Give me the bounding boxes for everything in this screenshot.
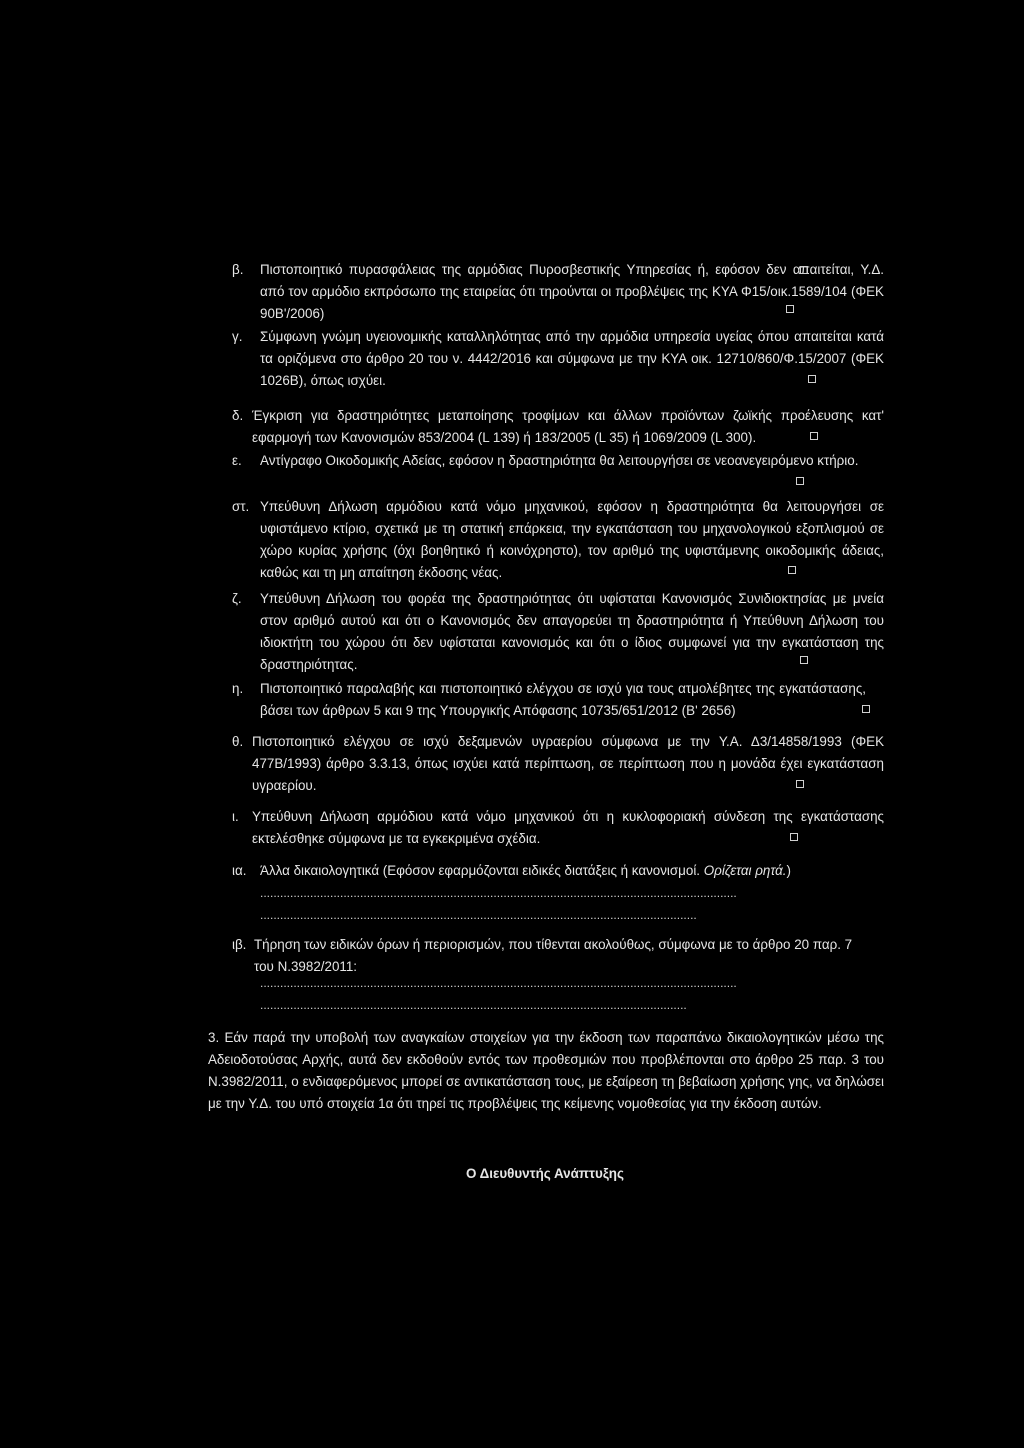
checkbox-empty[interactable]: [862, 705, 870, 713]
item-text: Υπεύθυνη Δήλωση αρμόδιου κατά νόμο μηχανικού, εφόσον η δραστηριότητα θα λειτουργήσει σε υφιστάμενο κτίριο, σχετικά με τη στατική επάρκεια, την εγκατάσταση του μηχανολογικού εξοπλισμού σε χώρο κυρίας χρήσης (όχι βοηθητικό ή κοινόχρηστο), τον αριθμό της υφιστάμενης οικοδομικής άδειας, καθώς και τη μη απαίτηση έκδοσης νέας.: [260, 499, 884, 580]
item-text: Πιστοποιητικό παραλαβής και πιστοποιητικό ελέγχου σε ισχύ για τους ατμολέβητες της εγκατάστασης, βάσει των άρθρων 5 και 9 της Υπουργικής Απόφασης 10735/651/2012 (Β' 2656): [260, 681, 866, 718]
item-marker: ι.: [232, 809, 239, 824]
item-marker: θ.: [232, 734, 244, 749]
item-marker: ιβ.: [232, 937, 247, 952]
item-marker: δ.: [232, 408, 244, 423]
checkbox-empty[interactable]: [810, 432, 818, 440]
item-text: Αντίγραφο Οικοδομικής Αδείας, εφόσον η δραστηριότητα θα λειτουργήσει σε νεοανεγειρόμενο κτήριο.: [260, 453, 859, 468]
dotted-fill-line[interactable]: ...............................................................................................................................................: [260, 886, 737, 900]
item-marker: ια.: [232, 863, 247, 878]
checkbox-empty[interactable]: [796, 477, 804, 485]
item-b: [232, 259, 884, 325]
item-text-after: ): [786, 863, 791, 878]
item-text: Πιστοποιητικό πυρασφάλειας της αρμόδιας Πυροσβεστικής Υπηρεσίας ή, εφόσον δεν απαιτείται, Υ.Δ. από τον αρμόδιο εκπρόσωπο της εταιρείας ότι τηρούνται οι προβλέψεις της ΚΥΑ Φ15/οικ.1589/104 (ΦΕΚ 90Β'/2006): [260, 262, 884, 321]
dotted-fill-line[interactable]: ...............................................................................................................................................: [260, 976, 737, 990]
paragraph-3: 3. Εάν παρά την υποβολή των αναγκαίων στοιχείων για την έκδοση των παραπάνω δικαιολογητικών μέσω της Αδειοδοτούσας Αρχής, αυτά δεν εκδοθούν εντός των προθεσμιών που προβλέπονται στο άρθρο 25 παρ. 3 του Ν.3982/2011, ο ενδιαφερόμενος μπορεί σε αντικατάσταση τους, με εξαίρεση τη βεβαίωση χρήσης γης, να δηλώσει με την Υ.Δ. του υπό στοιχεία 1α ότι τηρεί τις προβλέψεις της κείμενης νομοθεσίας για την έκδοση αυτών.: [208, 1030, 884, 1111]
checkbox-empty[interactable]: [800, 656, 808, 664]
item-marker: στ.: [232, 499, 250, 514]
checkbox-empty[interactable]: [788, 566, 796, 574]
item-ib: [232, 934, 884, 978]
item-text: Τήρηση των ειδικών όρων ή περιορισμών, που τίθενται ακολούθως, σύμφωνα με το άρθρο 20 παρ. 7 του Ν.3982/2011:: [254, 937, 853, 974]
item-st: [232, 496, 884, 584]
checkbox-empty[interactable]: [790, 833, 798, 841]
item-z: [232, 588, 884, 676]
item-text: [260, 860, 884, 882]
item-text-italic: Ορίζεται ρητά.: [703, 863, 787, 878]
item-ia: [232, 860, 884, 882]
checkbox-empty[interactable]: [800, 266, 808, 274]
item-g: [232, 326, 884, 392]
dotted-fill-line[interactable]: ...................................................................................................................................: [260, 908, 697, 922]
dotted-fill-line[interactable]: ................................................................................................................................: [260, 998, 687, 1012]
checkbox-empty[interactable]: [808, 375, 816, 383]
item-text: Πιστοποιητικό ελέγχου σε ισχύ δεξαμενών υγραερίου σύμφωνα με την Υ.Α. Δ3/14858/1993 (ΦΕΚ 477Β/1993) άρθρο 3.3.13, όπως ισχύει κατά περίπτωση, σε περίπτωση που η μονάδα έχει εγκατάσταση υγραερίου.: [252, 734, 884, 793]
item-e: [232, 450, 884, 494]
item-text: Υπεύθυνη Δήλωση αρμόδιου κατά νόμο μηχανικού ότι η κυκλοφοριακή σύνδεση της εγκατάστασης εκτελέσθηκε σύμφωνα με τα εγκεκριμένα σχέδια.: [252, 809, 884, 846]
item-marker: γ.: [232, 329, 243, 344]
signature-title: Ο Διευθυντής Ανάπτυξης: [466, 1166, 624, 1181]
item-d: [232, 405, 884, 449]
item-text: Σύμφωνη γνώμη υγειονομικής καταλληλότητας από την αρμόδια υπηρεσία υγείας όπου απαιτείται κατά τα οριζόμενα στο άρθρο 20 του ν. 4442/2016 και σύμφωνα με την ΚΥΑ οικ. 12710/860/Φ.15/2007 (ΦΕΚ 1026Β), όπως ισχύει.: [260, 329, 884, 388]
item-th: [232, 731, 884, 797]
item-text: Υπεύθυνη Δήλωση του φορέα της δραστηριότητας ότι υφίσταται Κανονισμός Συνιδιοκτησίας με μνεία στον αριθμό αυτού και ότι ο Κανονισμός δεν απαγορεύει τη δραστηριότητα ή Υπεύθυνη Δήλωση του ιδιοκτήτη του χώρου ότι δεν υφίσταται κανονισμός και ότι ο ίδιος συμφωνεί για την εγκατάσταση της δραστηριότητας.: [260, 591, 884, 672]
checkbox-empty[interactable]: [786, 305, 794, 313]
item-i: [232, 806, 884, 850]
item-h: [232, 678, 884, 722]
item-text-regular: Άλλα δικαιολογητικά (Εφόσον εφαρμόζονται ειδικές διατάξεις ή κανονισμοί.: [260, 863, 704, 878]
checkbox-empty[interactable]: [796, 780, 804, 788]
item-marker: ε.: [232, 453, 242, 468]
item-text: Έγκριση για δραστηριότητες μεταποίησης τροφίμων και άλλων προϊόντων ζωϊκής προέλευσης κατ' εφαρμογή των Κανονισμών 853/2004 (L 139) ή 183/2005 (L 35) ή 1069/2009 (L 300).: [252, 408, 884, 445]
item-marker: ζ.: [232, 591, 242, 606]
item-marker: η.: [232, 681, 244, 696]
item-marker: β.: [232, 262, 244, 277]
